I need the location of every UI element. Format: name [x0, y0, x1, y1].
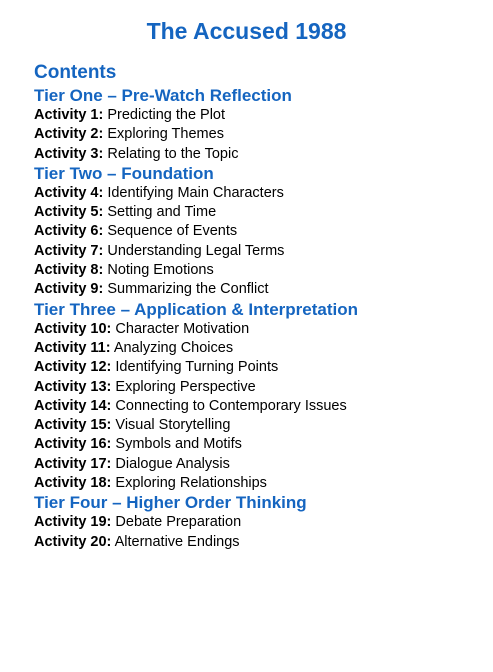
tier-heading: Tier Four – Higher Order Thinking — [34, 493, 307, 513]
activity-label: Activity 5: — [34, 204, 104, 221]
activity-item — [34, 339, 484, 358]
activity-title: Understanding Legal Terms — [107, 242, 285, 259]
activity-title: Dialogue Analysis — [115, 455, 230, 472]
activity-title: Alternative Endings — [114, 533, 240, 550]
tier-section-1 — [34, 86, 484, 164]
contents-heading: Contents — [34, 62, 117, 83]
activity-label: Activity 18: — [34, 475, 112, 492]
activity-title: Exploring Perspective — [115, 378, 256, 395]
tier-heading: Tier Three – Application & Interpretation — [34, 299, 358, 319]
activity-item — [34, 203, 484, 222]
activity-title: Noting Emotions — [107, 262, 214, 279]
activity-item — [34, 242, 484, 261]
activity-item — [34, 435, 484, 454]
tier-section-2 — [34, 164, 484, 300]
activity-label: Activity 20: — [34, 533, 112, 550]
activity-title: Identifying Main Characters — [107, 184, 284, 201]
activity-item — [34, 533, 484, 552]
activity-title: Summarizing the Conflict — [107, 281, 269, 298]
activity-label: Activity 6: — [34, 223, 104, 240]
activity-title: Predicting the Plot — [107, 107, 226, 123]
activity-label: Activity 7: — [34, 242, 104, 259]
activity-title: Setting and Time — [107, 204, 217, 221]
activity-label: Activity 19: — [34, 514, 112, 531]
activity-label: Activity 11: — [34, 339, 111, 356]
activity-label: Activity 15: — [34, 417, 112, 434]
tier-heading: Tier One – Pre-Watch Reflection — [34, 86, 292, 105]
activity-label: Activity 1: — [34, 107, 104, 123]
activity-label: Activity 2: — [34, 126, 104, 143]
activity-item — [34, 280, 484, 299]
table-of-contents — [34, 60, 484, 552]
activity-label: Activity 10: — [34, 320, 112, 337]
activity-title: Symbols and Motifs — [115, 436, 242, 453]
activity-item — [34, 455, 484, 474]
tier-section-4 — [34, 493, 484, 552]
activity-title: Relating to the Topic — [107, 145, 239, 162]
activity-item — [34, 416, 484, 435]
activity-label: Activity 13: — [34, 378, 112, 395]
activity-item — [34, 145, 484, 164]
activity-title: Exploring Themes — [107, 126, 224, 143]
activity-item — [34, 378, 484, 397]
document-title: The Accused 1988 — [146, 18, 347, 44]
activity-item — [34, 184, 484, 203]
activity-item — [34, 358, 484, 377]
activity-item — [34, 222, 484, 241]
activity-item — [34, 397, 484, 416]
activity-label: Activity 17: — [34, 455, 112, 472]
activity-title: Visual Storytelling — [115, 417, 231, 434]
activity-label: Activity 3: — [34, 145, 104, 162]
activity-title: Exploring Relationships — [115, 475, 267, 492]
activity-item — [34, 125, 484, 144]
activity-item — [34, 106, 484, 125]
tier-section-3 — [34, 300, 484, 494]
activity-label: Activity 14: — [34, 397, 112, 414]
activity-title: Analyzing Choices — [113, 339, 234, 356]
activity-label: Activity 12: — [34, 359, 112, 376]
activity-label: Activity 16: — [34, 436, 112, 453]
activity-title: Character Motivation — [115, 320, 250, 337]
activity-title: Identifying Turning Points — [115, 359, 279, 376]
activity-title: Sequence of Events — [107, 223, 238, 240]
activity-label: Activity 8: — [34, 262, 104, 279]
activity-title: Debate Preparation — [115, 514, 242, 531]
activity-item — [34, 320, 484, 339]
activity-item — [34, 513, 484, 532]
activity-label: Activity 9: — [34, 281, 104, 298]
tier-heading: Tier Two – Foundation — [34, 163, 214, 183]
activity-title: Connecting to Contemporary Issues — [115, 397, 347, 414]
activity-label: Activity 4: — [34, 184, 104, 201]
activity-item — [34, 474, 484, 493]
activity-item — [34, 261, 484, 280]
